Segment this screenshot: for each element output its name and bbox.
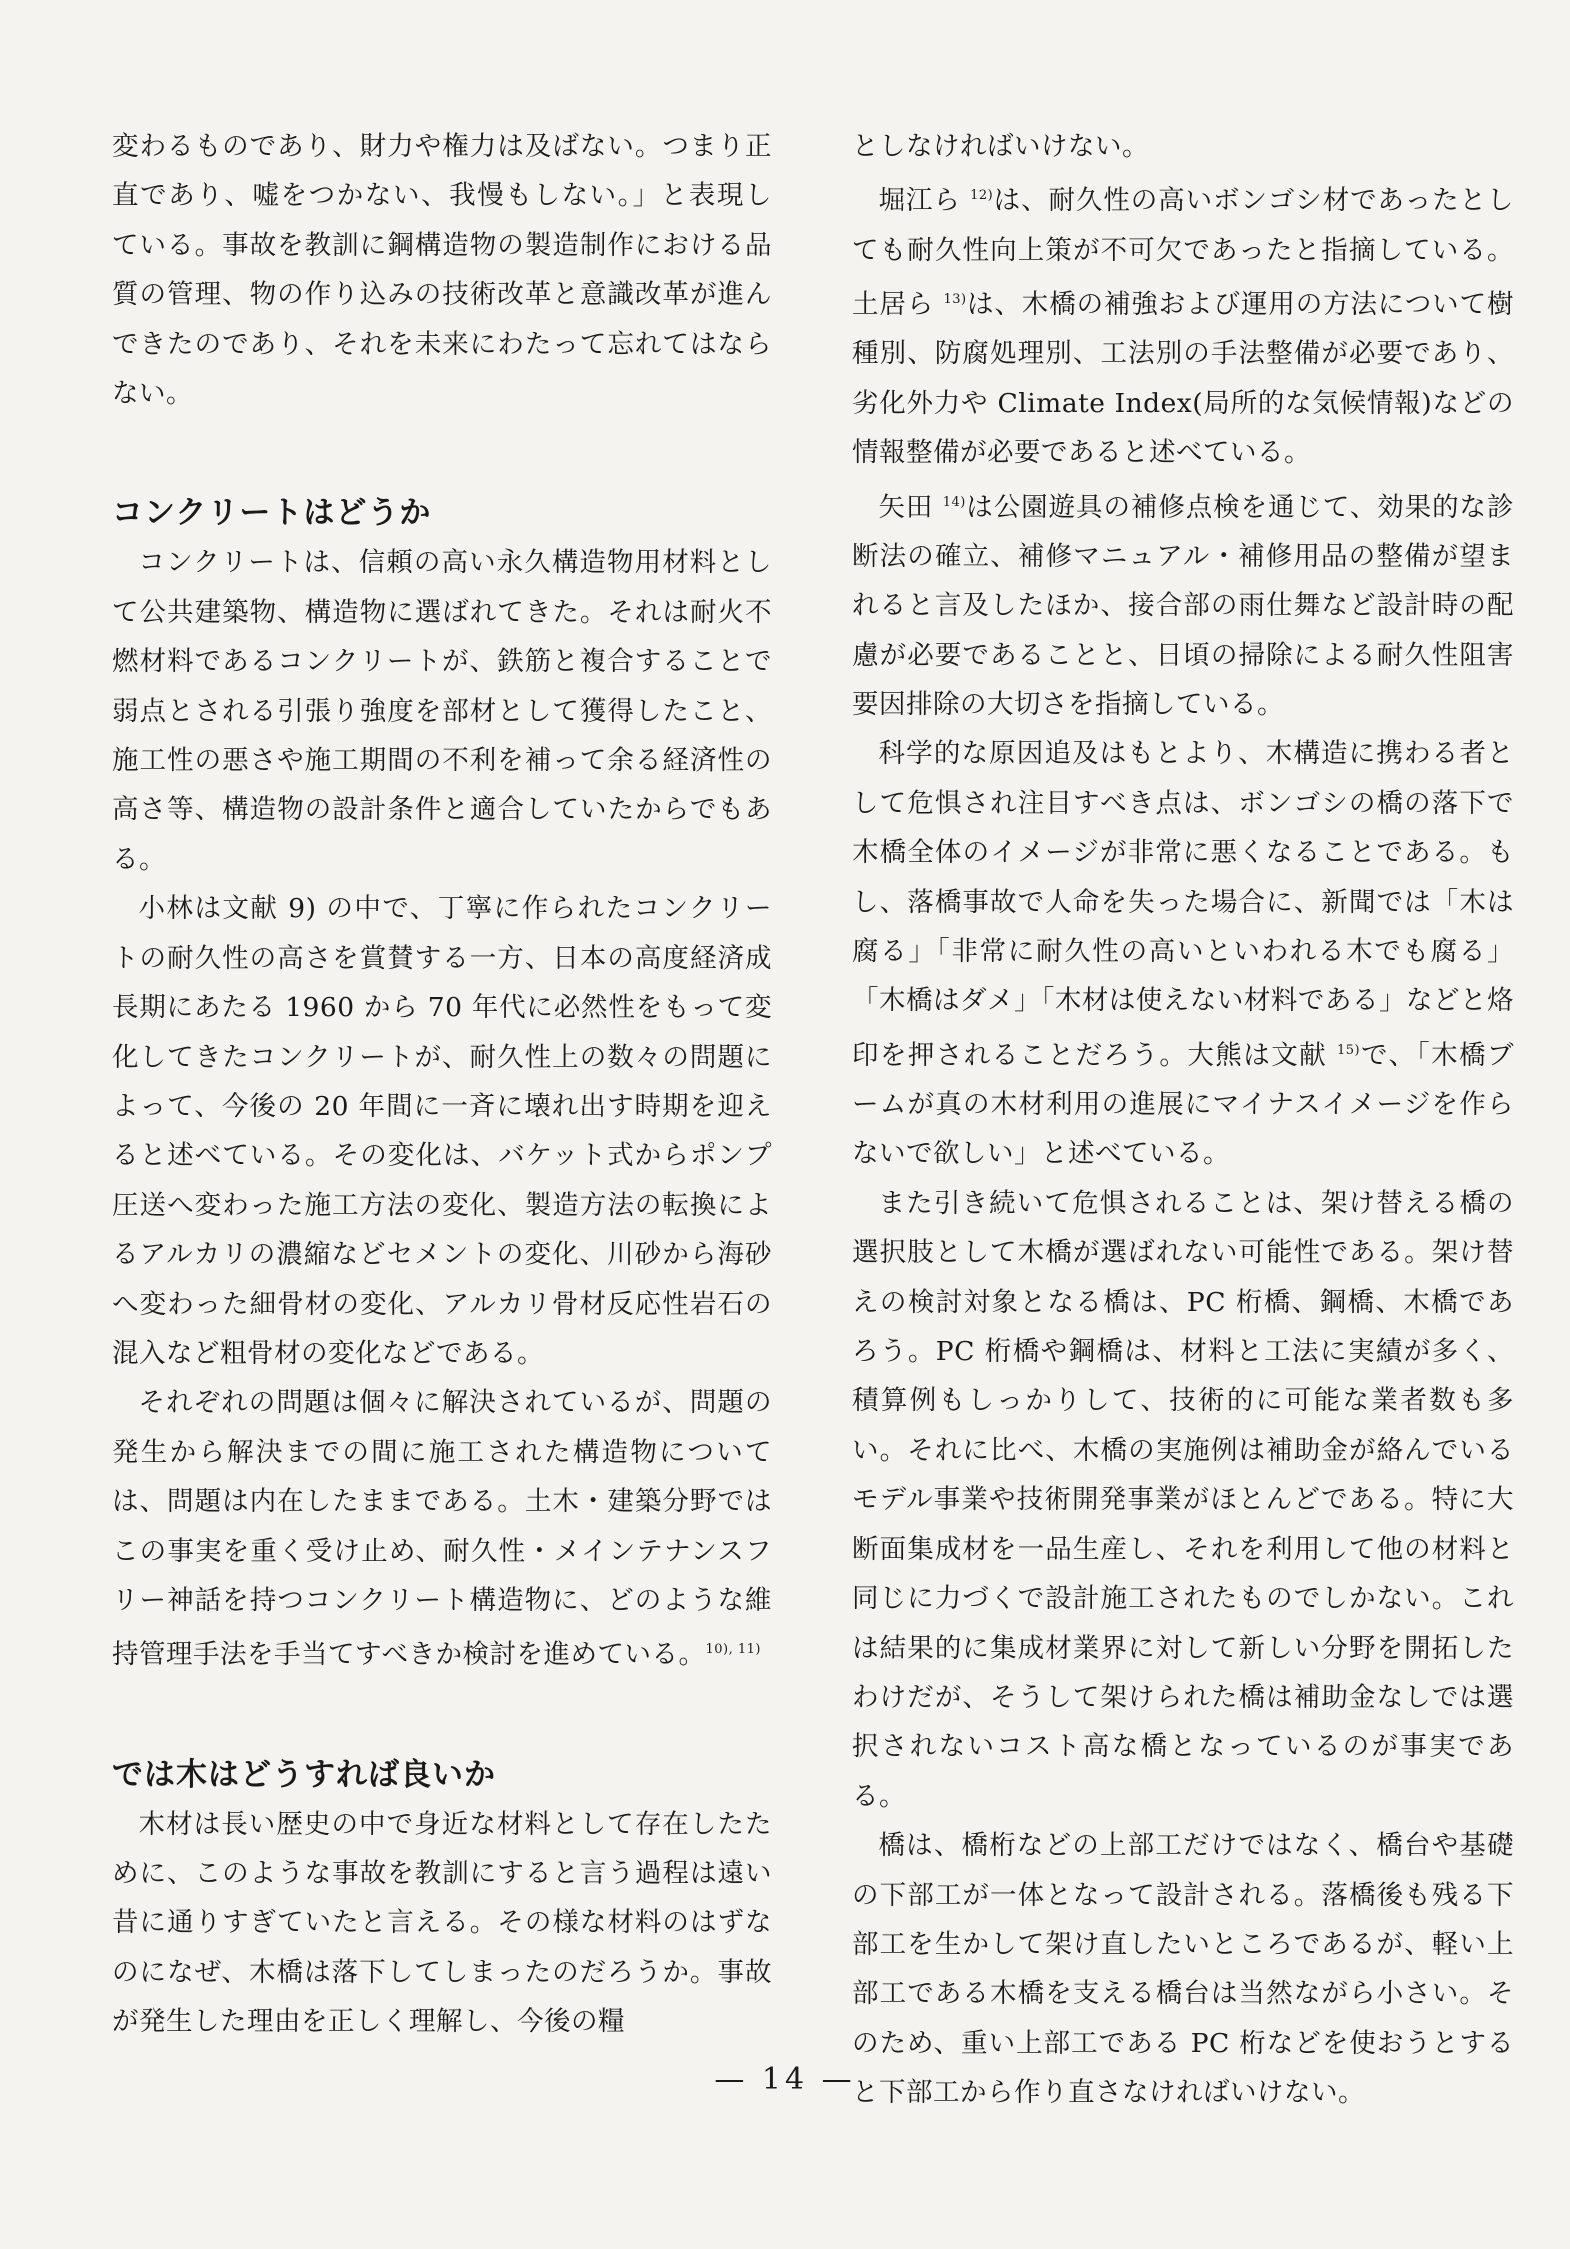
right-column <box>852 122 1514 2118</box>
science-text-b: で、「木橋ブームが真の木材利用の進展にマイナスイメージを作らないで欲しい」と述べている。 <box>852 1039 1514 1170</box>
science-text-a: 科学的な原因追及はもとより、木構造に携わる者として危惧され注目すべき点は、ボンゴシの橋の落下で木橋全体のイメージが非常に悪くなることである。もし、落橋事故で人命を失った場合に、新聞では「木は腐る」「非常に耐久性の高いといわれる木でも腐る」「木橋はダメ」「木材は使えない材料である」などと烙印を押されることだろう。大熊は文献 <box>852 738 1514 1071</box>
reference-superscript: 14) <box>942 494 966 510</box>
horie-paragraph <box>852 171 1514 477</box>
horie-text-c: は、木橋の補強および運用の方法について樹種別、防腐処理別、工法別の手法整備が必要であり、劣化外力や Climate Index(局所的な気候情報)などの情報整備が必要であると述べている。 <box>852 288 1514 469</box>
reference-superscript: 13) <box>943 292 967 308</box>
yada-text-a: 矢田 <box>878 491 943 523</box>
intro-continuation-paragraph: 変わるものであり、財力や権力は及ばない。つまり正直であり、嘘をつかない、我慢もしない。」と表現している。事故を教訓に鋼構造物の製造制作における品質の管理、物の作り込みの技術改革と意識改革が進んできたのであり、それを未来にわたって忘れてはならない。 <box>112 131 772 410</box>
bridge-paragraph: 橋は、橋桁などの上部工だけではなく、橋台や基礎の下部工が一体となって設計される。落橋後も残る下部工を生かして架け直したいところであるが、軽い上部工である木橋を支える橋台は当然ながら小さい。そのため、重い上部工である PC 桁などを使おうとすると下部工から作り直さなければいけない。 <box>852 1830 1514 2109</box>
section-heading-concrete: コンクリートはどうか <box>112 495 432 532</box>
yada-paragraph <box>852 478 1514 730</box>
science-paragraph <box>852 729 1514 1178</box>
reference-superscript: 15) <box>1336 1042 1361 1058</box>
concrete-paragraph-1: コンクリートは、信頼の高い永久構造物用材料として公共建築物、構造物に選ばれてきた。それは耐火不燃材料であるコンクリートが、鉄筋と複合することで弱点とされる引張り強度を部材として獲得したこと、施工性の悪さや施工期間の不利を補って余る経済性の高さ等、構造物の設計条件と適合していたからでもある。 <box>112 547 772 875</box>
reference-superscript: 12) <box>970 188 994 204</box>
horie-text-b: は、耐久性の高いボンゴシ材であったとしても耐久性向上策が不可欠であったと指摘している。土居ら <box>852 185 1514 320</box>
page-number: — 14 — <box>714 2062 856 2097</box>
yada-text-b: は公園遊具の補修点検を通じて、効果的な診断法の確立、補修マニュアル・補修用品の整備が望まれると言及したほか、接合部の雨仕舞など設計時の配慮が必要であることと、日頃の掃除による耐久性阻害要因排除の大切さを指摘している。 <box>852 491 1514 720</box>
reference-superscript: 10), 11) <box>705 1642 761 1658</box>
concrete-paragraph-3 <box>112 1378 772 1679</box>
left-column <box>112 122 772 2047</box>
wood-paragraph: 木材は長い歴史の中で身近な材料として存在したために、このような事故を教訓にすると言う過程は遠い昔に通りすぎていたと言える。その様な材料のはずなのになぜ、木橋は落下してしまったのだろうか。事故が発生した理由を正しく理解し、今後の糧 <box>112 1808 772 2038</box>
concrete-paragraph-3-text: それぞれの問題は個々に解決されているが、問題の発生から解決までの間に施工された構造物については、問題は内在したままである。土木・建築分野ではこの事実を重く受け止め、耐久性・メインテナンスフリー神話を持つコンクリート構造物に、どのような維持管理手法を手当てすべきか検討を進めている。 <box>112 1387 772 1671</box>
right-continuation-paragraph: としなければいけない。 <box>852 131 1149 162</box>
horie-text-a: 堀江ら <box>878 185 971 217</box>
choice-paragraph: また引き続いて危惧されることは、架け替える橋の選択肢として木橋が選ばれない可能性である。架け替えの検討対象となる橋は、PC 桁橋、鋼橋、木橋であろう。PC 桁橋や鋼橋は、材料と工法に実績が多く、積算例もしっかりして、技術的に可能な業者数も多い。それに比べ、木橋の実施例は補助金が絡んでいるモデル事業や技術開発事業がほとんどである。特に大断面集成材を一品生産し、それを利用して他の材料と同じに力づくで設計施工されたものでしかない。これは結果的に集成材業界に対して新しい分野を開拓したわけだが、そうして架けられた橋は補助金なしでは選択されないコスト高な橋となっているのが事実である。 <box>852 1187 1514 1812</box>
concrete-paragraph-2: 小林は文献 9) の中で、丁寧に作られたコンクリートの耐久性の高さを賞賛する一方、日本の高度経済成長期にあたる 1960 から 70 年代に必然性をもって変化してきたコンクリートが、耐久性上の数々の問題によって、今後の 20 年間に一斉に壊れ出す時期を迎えると述べている。その変化は、バケット式からポンプ圧送へ変わった施工方法の変化、製造方法の転換によるアルカリの濃縮などセメントの変化、川砂から海砂へ変わった細骨材の変化、アルカリ骨材反応性岩石の混入など粗骨材の変化などである。 <box>112 893 772 1369</box>
section-heading-wood: では木はどうすれば良いか <box>112 1756 496 1793</box>
